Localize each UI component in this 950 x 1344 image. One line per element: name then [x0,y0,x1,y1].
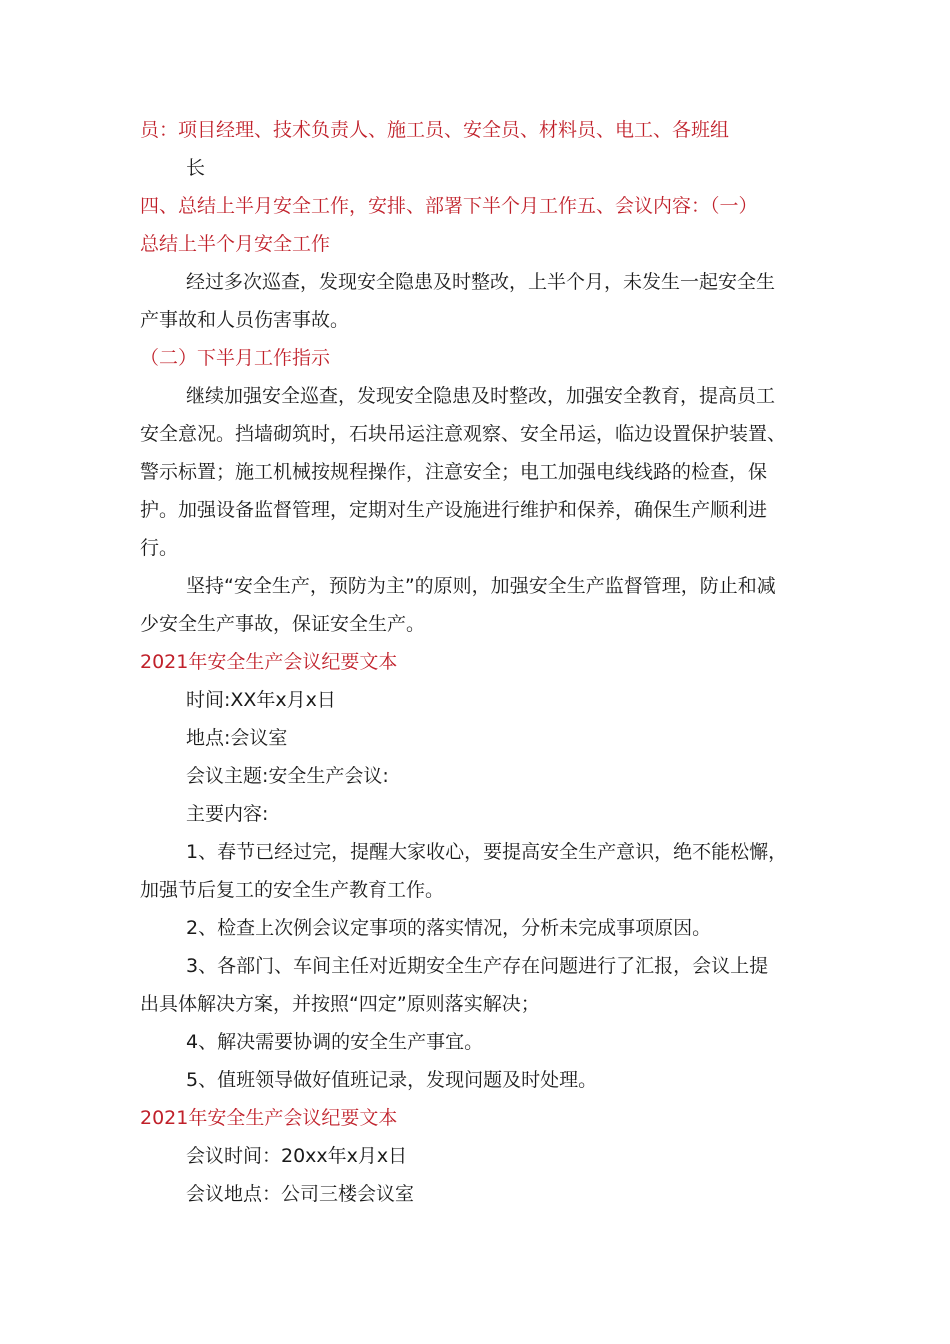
paragraph-instructions-line: 护。加强设备监督管理，定期对生产设施进行维护和保养，确保生产顺利进 [140,499,768,521]
content-item-5: 5、值班领导做好值班记录，发现问题及时处理。 [186,1069,598,1091]
subsection-two-heading: （二）下半月工作指示 [140,347,331,369]
meeting-location-line: 会议地点：公司三楼会议室 [186,1183,415,1205]
meeting-time-line: 会议时间：20xx年x月x日 [186,1145,408,1167]
content-item-2: 2、检查上次例会议定事项的落实情况，分析未完成事项原因。 [186,917,712,939]
paragraph-summary-line: 产事故和人员伤害事故。 [140,309,350,331]
attendee-list-line: 员：项目经理、技术负责人、施工员、安全员、材料员、电工、各班组 [140,119,730,141]
section-four-heading: 四、总结上半月安全工作，安排、部署下半个月工作五、会议内容：（一） [140,195,758,217]
document-title: 2021年安全生产会议纪要文本 [140,1107,398,1129]
content-item-1: 1、春节已经过完，提醒大家收心，要提高安全生产意识，绝不能松懈， [186,841,788,863]
paragraph-instructions-line: 安全意况。挡墙砌筑时，石块吊运注意观察、安全吊运，临边设置保护装置、 [140,423,787,445]
meeting-location-line: 地点:会议室 [186,727,288,749]
document-title: 2021年安全生产会议纪要文本 [140,651,398,673]
subsection-one-heading: 总结上半个月安全工作 [140,233,331,255]
paragraph-instructions-line: 行。 [140,537,179,559]
attendee-list-continuation: 长 [186,157,206,179]
paragraph-instructions-line: 继续加强安全巡查，发现安全隐患及时整改，加强安全教育，提高员工 [186,385,776,407]
content-item-1-continuation: 加强节后复工的安全生产教育工作。 [140,879,445,901]
main-content-label: 主要内容: [186,803,269,825]
meeting-topic-line: 会议主题:安全生产会议: [186,765,389,787]
content-item-3: 3、各部门、车间主任对近期安全生产存在问题进行了汇报，会议上提 [186,955,769,977]
content-item-4: 4、解决需要协调的安全生产事宜。 [186,1031,484,1053]
paragraph-summary-line: 经过多次巡查，发现安全隐患及时整改，上半个月，未发生一起安全生 [186,271,776,293]
meeting-time-line: 时间:XX年x月x日 [186,689,336,711]
paragraph-instructions-line: 警示标置；施工机械按规程操作，注意安全；电工加强电线线路的检查，保 [140,461,768,483]
paragraph-principle-line: 少安全生产事故，保证安全生产。 [140,613,426,635]
content-item-3-continuation: 出具体解决方案，并按照“四定”原则落实解决； [140,993,540,1015]
paragraph-principle-line: 坚持“安全生产，预防为主”的原则，加强安全生产监督管理，防止和减 [186,575,776,597]
